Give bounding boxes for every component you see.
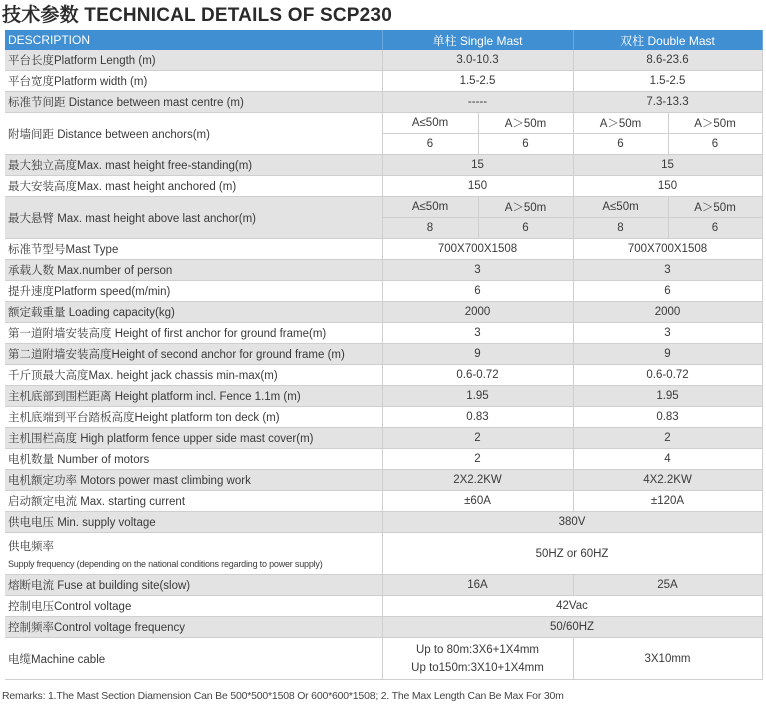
row-label: 主机底端到平台踏板高度Height platform ton deck (m): [5, 407, 382, 428]
condition: A＞50m: [478, 197, 573, 218]
cable-line-1: Up to 80m:3X6+1X4mm: [415, 643, 540, 656]
double-value: 7.3-13.3: [573, 92, 762, 113]
row-label: 控制频率Control voltage frequency: [5, 617, 382, 638]
table-row: [5, 533, 762, 575]
single-value: 1.95: [382, 386, 573, 407]
shared-value: 42Vac: [382, 596, 762, 617]
single-value: 3: [382, 260, 573, 281]
shared-value: 50/60HZ: [382, 617, 762, 638]
shared-value: 380V: [382, 512, 762, 533]
cable-line-2: Up to150m:3X10+1X4mm: [411, 661, 544, 674]
single-value: 1.5-2.5: [382, 71, 573, 92]
condition: A＞50m: [668, 197, 762, 218]
row-label: 平台长度Platform Length (m): [5, 50, 382, 71]
row-label: 最大独立高度Max. mast height free-standing(m): [5, 155, 382, 176]
condition: A＞50m: [573, 113, 668, 134]
single-value: [382, 638, 573, 680]
double-value: 9: [573, 344, 762, 365]
table-row: [5, 617, 762, 638]
double-value: 8: [573, 218, 668, 239]
single-value: 2X2.2KW: [382, 470, 573, 491]
header-single-mast: 单柱 Single Mast: [382, 30, 573, 50]
double-value: 2000: [573, 302, 762, 323]
row-label: 供电电压 Min. supply voltage: [5, 512, 382, 533]
double-value: 6: [668, 134, 762, 155]
table-row: [5, 176, 762, 197]
row-sublabel: Supply frequency (depending on the national conditions regarding to power supply): [8, 559, 323, 569]
condition: A＞50m: [668, 113, 762, 134]
table-row: [5, 575, 762, 596]
table-row: [5, 596, 762, 617]
table-row: [5, 113, 762, 134]
single-value: 6: [382, 281, 573, 302]
double-value: 0.83: [573, 407, 762, 428]
row-label: 标准节型号Mast Type: [5, 239, 382, 260]
row-label: 熔断电流 Fuse at building site(slow): [5, 575, 382, 596]
row-label: 电机数量 Number of motors: [5, 449, 382, 470]
row-label: 承载人数 Max.number of person: [5, 260, 382, 281]
row-label: 主机围栏高度 High platform fence upper side mast cover(m): [5, 428, 382, 449]
single-value: 16A: [382, 575, 573, 596]
double-value: 0.6-0.72: [573, 365, 762, 386]
row-label: 电缆Machine cable: [5, 638, 382, 680]
row-label: 电机额定功率 Motors power mast climbing work: [5, 470, 382, 491]
condition: A≤50m: [382, 197, 478, 218]
single-value: 3.0-10.3: [382, 50, 573, 71]
single-value: -----: [382, 92, 573, 113]
table-row: [5, 407, 762, 428]
double-value: ±120A: [573, 491, 762, 512]
technical-details-table: [5, 30, 763, 680]
table-row: [5, 470, 762, 491]
table-row: [5, 260, 762, 281]
table-row: [5, 386, 762, 407]
single-value: 2: [382, 428, 573, 449]
single-value: 2000: [382, 302, 573, 323]
table-row: [5, 323, 762, 344]
table-row: [5, 50, 762, 71]
table-row: [5, 365, 762, 386]
header-double-mast: 双柱 Double Mast: [573, 30, 762, 50]
table-row: [5, 428, 762, 449]
double-value: 3X10mm: [573, 638, 762, 680]
table-row: [5, 344, 762, 365]
single-value: 0.6-0.72: [382, 365, 573, 386]
row-label: [5, 533, 382, 575]
single-value: 700X700X1508: [382, 239, 573, 260]
double-value: 150: [573, 176, 762, 197]
double-value: 15: [573, 155, 762, 176]
table-row: [5, 449, 762, 470]
double-value: 6: [573, 134, 668, 155]
condition: A≤50m: [573, 197, 668, 218]
single-value: 6: [478, 218, 573, 239]
row-label: 控制电压Control voltage: [5, 596, 382, 617]
double-value: 4X2.2KW: [573, 470, 762, 491]
single-value: 6: [478, 134, 573, 155]
row-label: 额定载重量 Loading capacity(kg): [5, 302, 382, 323]
row-label-cn: 供电频率: [8, 541, 54, 553]
remarks: Remarks: 1.The Mast Section Diamension Can Be 500*500*1508 Or 600*600*1508; 2. The Max Length Can Be Max For 30m: [2, 690, 564, 702]
table-row: [5, 512, 762, 533]
single-value: 150: [382, 176, 573, 197]
table-row: [5, 638, 762, 680]
table-header-row: [5, 30, 762, 50]
row-label: 提升速度Platform speed(m/min): [5, 281, 382, 302]
double-value: 3: [573, 260, 762, 281]
row-label: 最大悬臂 Max. mast height above last anchor(m): [5, 197, 382, 239]
double-value: 1.95: [573, 386, 762, 407]
row-label: 附墙间距 Distance between anchors(m): [5, 113, 382, 155]
table-row: [5, 197, 762, 218]
row-label: 标准节间距 Distance between mast centre (m): [5, 92, 382, 113]
shared-value: 50HZ or 60HZ: [382, 533, 762, 575]
table-row: [5, 71, 762, 92]
row-label: 第一道附墙安装高度 Height of first anchor for ground frame(m): [5, 323, 382, 344]
single-value: 6: [382, 134, 478, 155]
row-label: 千斤顶最大高度Max. height jack chassis min-max(m): [5, 365, 382, 386]
table-row: [5, 92, 762, 113]
double-value: 1.5-2.5: [573, 71, 762, 92]
single-value: 0.83: [382, 407, 573, 428]
header-description: DESCRIPTION: [5, 30, 382, 50]
row-label: 平台宽度Platform width (m): [5, 71, 382, 92]
single-value: 3: [382, 323, 573, 344]
double-value: 6: [573, 281, 762, 302]
single-value: 2: [382, 449, 573, 470]
single-value: 15: [382, 155, 573, 176]
single-value: ±60A: [382, 491, 573, 512]
row-label: 主机底部到围栏距离 Height platform incl. Fence 1.1m (m): [5, 386, 382, 407]
single-value: 8: [382, 218, 478, 239]
page-title: 技术参数 TECHNICAL DETAILS OF SCP230: [2, 5, 392, 26]
condition: A≤50m: [382, 113, 478, 134]
double-value: 8.6-23.6: [573, 50, 762, 71]
row-label: 第二道附墙安装高度Height of second anchor for ground frame (m): [5, 344, 382, 365]
double-value: 4: [573, 449, 762, 470]
row-label: 启动额定电流 Max. starting current: [5, 491, 382, 512]
double-value: 700X700X1508: [573, 239, 762, 260]
table-row: [5, 155, 762, 176]
double-value: 3: [573, 323, 762, 344]
table-row: [5, 239, 762, 260]
double-value: 25A: [573, 575, 762, 596]
condition: A＞50m: [478, 113, 573, 134]
double-value: 2: [573, 428, 762, 449]
row-label: 最大安装高度Max. mast height anchored (m): [5, 176, 382, 197]
table-row: [5, 281, 762, 302]
table-row: [5, 491, 762, 512]
table-row: [5, 302, 762, 323]
double-value: 6: [668, 218, 762, 239]
single-value: 9: [382, 344, 573, 365]
